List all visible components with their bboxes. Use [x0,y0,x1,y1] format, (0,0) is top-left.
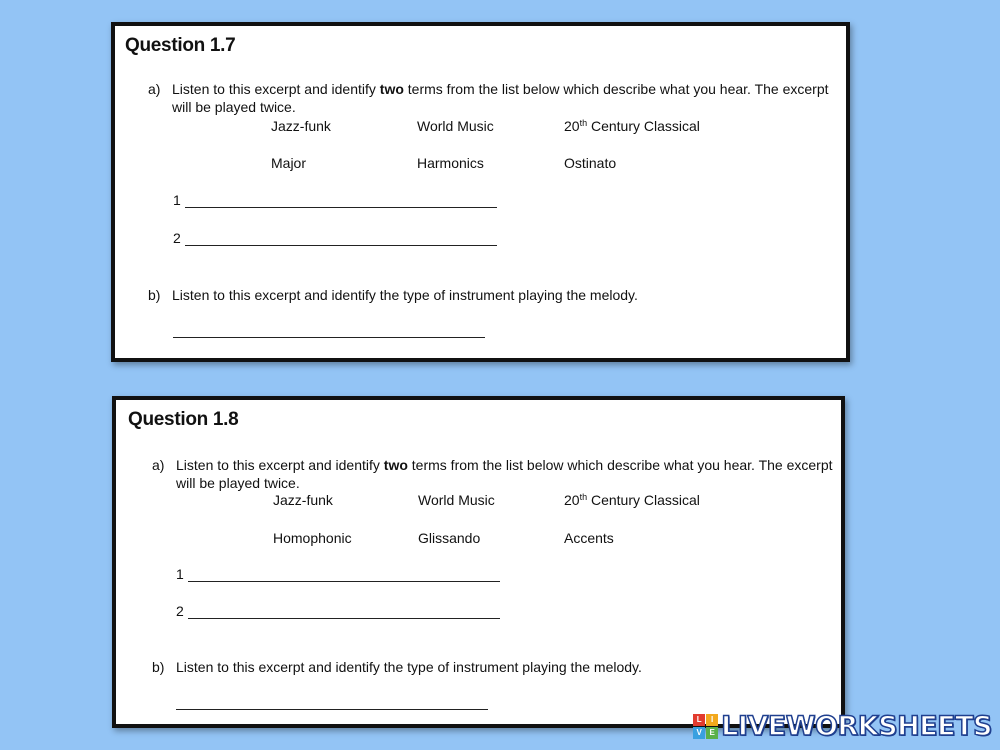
answer-field-1[interactable] [188,567,500,582]
liveworksheets-logo-icon: L I V E [693,714,719,740]
term-option[interactable]: World Music [417,118,494,134]
answer-number: 2 [173,230,181,246]
answer-field-2[interactable] [188,604,500,619]
answer-row-2 [173,230,497,246]
part-a-instructions: Listen to this excerpt and identify two terms from the list below which describe what you hear. The excerpt will be played twice. [172,81,829,115]
answer-number: 1 [173,192,181,208]
liveworksheets-wordmark: LIVEWORKSHEETS [721,711,992,742]
answer-field-1[interactable] [185,193,497,208]
part-b-instructions: Listen to this excerpt and identify the type of instrument playing the melody. [176,659,642,675]
answer-row-1 [176,566,500,582]
part-a-letter: a) [152,457,165,473]
part-a-letter: a) [148,81,161,97]
term-option[interactable]: Homophonic [273,530,352,546]
term-option[interactable]: Jazz-funk [271,118,331,134]
answer-field-2[interactable] [185,231,497,246]
term-option[interactable]: Jazz-funk [273,492,333,508]
part-b-letter: b) [152,659,165,675]
part-a-instructions: Listen to this excerpt and identify two terms from the list below which describe what you hear. The excerpt will be played twice. [176,457,833,491]
term-option[interactable]: World Music [418,492,495,508]
term-option[interactable]: Glissando [418,530,481,546]
emphasis-two: two [379,81,404,97]
answer-number: 2 [176,603,184,619]
emphasis-two: two [383,457,408,473]
instrument-answer-field[interactable] [173,336,485,338]
part-b-letter: b) [148,287,161,303]
answer-row-1 [173,192,497,208]
term-option[interactable]: Major [271,155,307,171]
part-b-instructions: Listen to this excerpt and identify the type of instrument playing the melody. [172,287,638,303]
term-option[interactable]: 20th Century Classical [564,492,700,508]
question-title: Question 1.8 [128,409,239,430]
term-option[interactable]: Ostinato [564,155,617,171]
question-title: Question 1.7 [125,35,236,56]
liveworksheets-branding [693,711,992,742]
term-option[interactable]: Accents [564,530,614,546]
answer-number: 1 [176,566,184,582]
question-card-1-7 [111,22,850,362]
term-option[interactable]: Harmonics [417,155,484,171]
instrument-answer-field[interactable] [176,708,488,710]
question-card-1-8 [112,396,845,728]
term-option[interactable]: 20th Century Classical [564,118,700,134]
answer-row-2 [176,603,500,619]
